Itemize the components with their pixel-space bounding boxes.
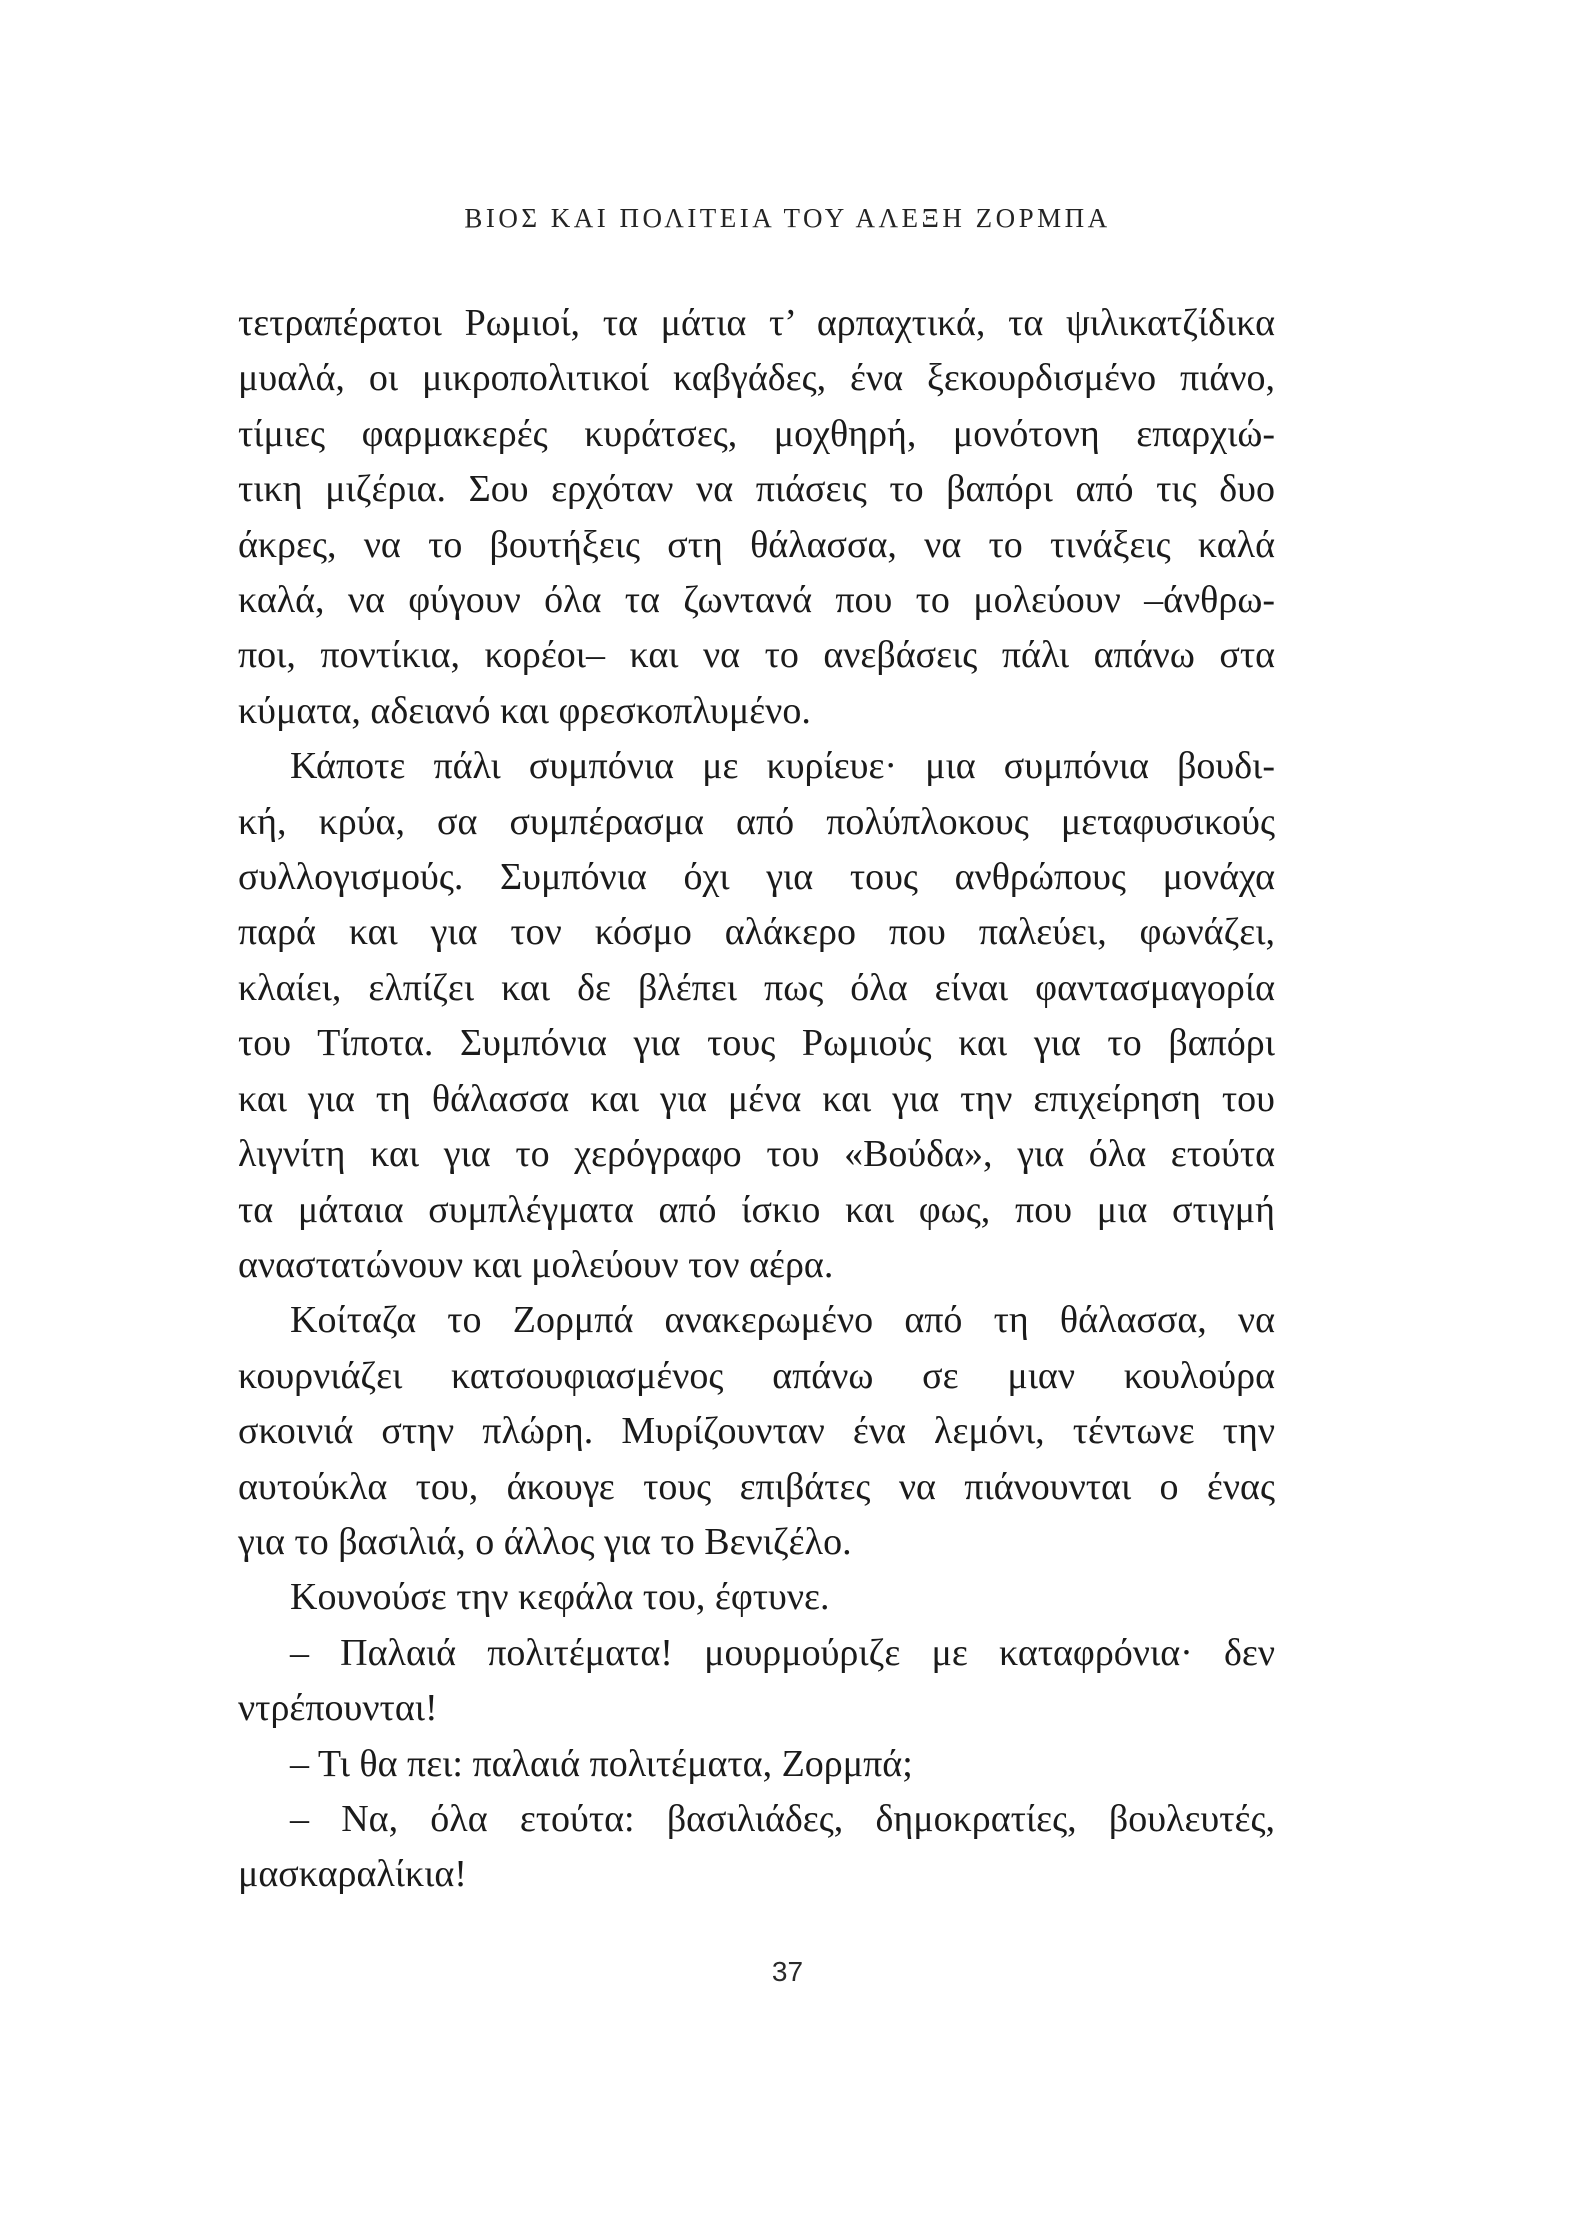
paragraph <box>238 1792 1275 1903</box>
text-line: μασκαραλίκια! <box>238 1853 467 1896</box>
text-line: Κουνούσε την κεφάλα του, έφτυνε. <box>290 1576 830 1619</box>
text-line: παρά και για τον κόσμο αλάκερο που παλεύει, φωνάζει, <box>238 911 1275 954</box>
text-line: άκρες, να το βουτήξεις στη θάλασσα, να το τινάξεις καλά <box>238 523 1275 566</box>
text-line: τετραπέρατοι Ρωμιοί, τα μάτια τ’ αρπαχτικά, τα ψιλικατζίδικα <box>238 302 1275 344</box>
paragraph <box>238 1626 1275 1737</box>
text-line: – Τι θα πει: παλαιά πολιτέματα, Ζορμπά; <box>290 1742 913 1785</box>
text-line: κή, κρύα, σα συμπέρασμα από πολύπλοκους μεταφυσικούς <box>238 800 1275 843</box>
text-block <box>238 296 1275 1903</box>
text-line: τικη μιζέρια. Σου ερχόταν να πιάσεις το βαπόρι από τις δυο <box>238 468 1275 511</box>
text-line: – Παλαιά πολιτέματα! μουρμούριζε με καταφρόνια· δεν <box>290 1631 1275 1674</box>
text-line: τίμιες φαρμακερές κυράτσες, μοχθηρή, μονότονη επαρχιώ- <box>238 412 1275 455</box>
running-header: ΒΙΟΣ ΚΑΙ ΠΟΛΙΤΕΙΑ ΤΟΥ ΑΛΕΞΗ ΖΟΡΜΠΑ <box>464 203 1111 233</box>
text-line: κουρνιάζει κατσουφιασμένος απάνω σε μιαν κουλούρα <box>238 1354 1275 1397</box>
text-line: σκοινιά στην πλώρη. Μυρίζουνταν ένα λεμόνι, τέντωνε την <box>238 1410 1275 1453</box>
text-line: μυαλά, οι μικροπολιτικοί καβγάδες, ένα ξεκουρδισμένο πιάνο, <box>238 357 1275 400</box>
page-number: 37 <box>771 1956 804 1987</box>
text-line: κύματα, αδειανό και φρεσκοπλυμένο. <box>238 689 811 732</box>
text-line: κλαίει, ελπίζει και δε βλέπει πως όλα είναι φαντασμαγορία <box>238 966 1275 1009</box>
text-line: ποι, ποντίκια, κορέοι– και να το ανεβάσεις πάλι απάνω στα <box>238 634 1275 677</box>
paragraph <box>238 1293 1275 1570</box>
paragraph <box>238 296 1275 739</box>
text-line: Κάποτε πάλι συμπόνια με κυρίευε· μια συμπόνια βουδι- <box>290 745 1275 788</box>
text-line: Κοίταζα το Ζορμπά ανακερωμένο από τη θάλασσα, να <box>290 1299 1275 1342</box>
text-line: αυτούκλα του, άκουγε τους επιβάτες να πιάνουνται ο ένας <box>238 1465 1275 1508</box>
text-line: του Τίποτα. Συμπόνια για τους Ρωμιούς και για το βαπόρι <box>238 1022 1275 1065</box>
text-line: λιγνίτη και για το χερόγραφο του «Βούδα», για όλα ετούτα <box>238 1133 1275 1176</box>
text-line: τα μάταια συμπλέγματα από ίσκιο και φως, που μια στιγμή <box>238 1188 1275 1231</box>
text-line: και για τη θάλασσα και για μένα και για την επιχείρηση του <box>238 1077 1275 1120</box>
text-line: ντρέπουνται! <box>238 1687 438 1730</box>
text-line: – Να, όλα ετούτα: βασιλιάδες, δημοκρατίες, βουλευτές, <box>290 1797 1275 1840</box>
paragraph <box>238 739 1275 1293</box>
paragraph <box>238 1737 1275 1792</box>
text-line: καλά, να φύγουν όλα τα ζωντανά που το μολεύουν –άνθρω- <box>238 579 1275 622</box>
text-line: συλλογισμούς. Συμπόνια όχι για τους ανθρώπους μονάχα <box>238 856 1275 899</box>
text-line: αναστατώνουν και μολεύουν τον αέρα. <box>238 1243 834 1286</box>
paragraph <box>238 1570 1275 1625</box>
text-line: για το βασιλιά, ο άλλος για το Βενιζέλο. <box>238 1520 852 1563</box>
